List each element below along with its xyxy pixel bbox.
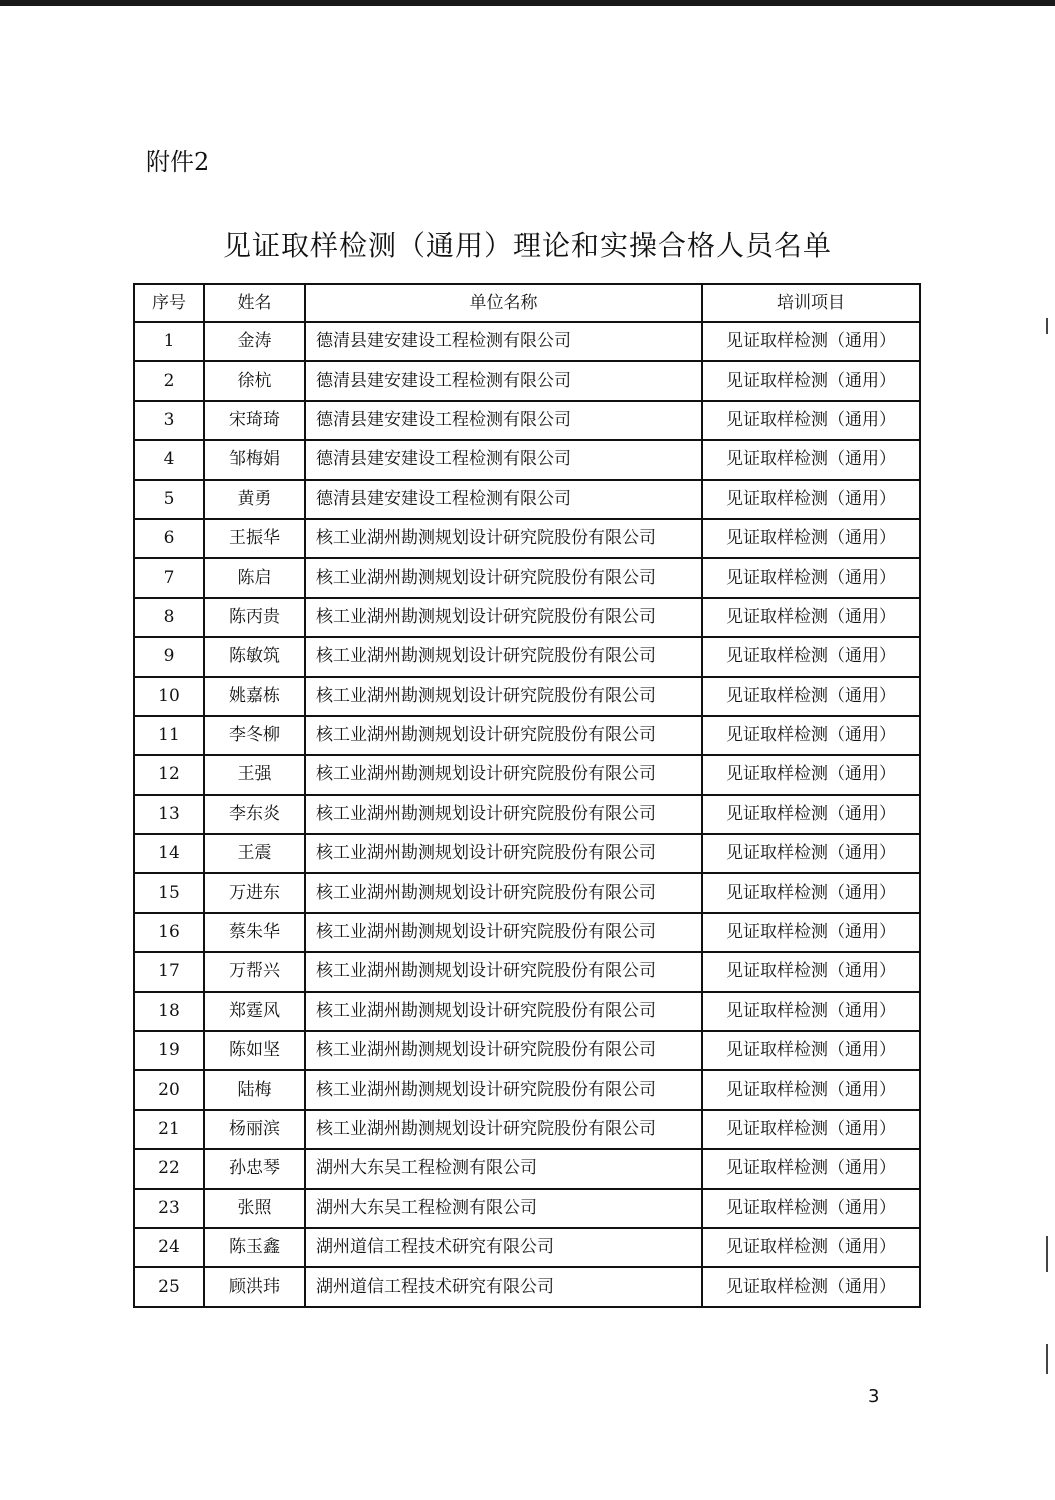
cell-name: 陈丙贵 <box>204 598 305 637</box>
cell-project: 见证取样检测（通用） <box>702 401 920 440</box>
table-row <box>134 795 920 834</box>
table-row <box>134 1189 920 1228</box>
cell-serial: 18 <box>134 992 204 1031</box>
header-project: 培训项目 <box>702 284 920 322</box>
cell-serial: 6 <box>134 519 204 558</box>
scan-edge-mark <box>1046 1344 1048 1374</box>
cell-unit: 湖州道信工程技术研究有限公司 <box>305 1267 702 1306</box>
cell-name: 顾洪玮 <box>204 1267 305 1306</box>
cell-name: 陈玉鑫 <box>204 1228 305 1267</box>
cell-unit: 德清县建安建设工程检测有限公司 <box>305 401 702 440</box>
table-row <box>134 1267 920 1306</box>
cell-project: 见证取样检测（通用） <box>702 1070 920 1109</box>
cell-project: 见证取样检测（通用） <box>702 1228 920 1267</box>
cell-project: 见证取样检测（通用） <box>702 1267 920 1306</box>
cell-name: 姚嘉栋 <box>204 677 305 716</box>
cell-name: 李东炎 <box>204 795 305 834</box>
cell-name: 黄勇 <box>204 480 305 519</box>
cell-project: 见证取样检测（通用） <box>702 361 920 400</box>
cell-serial: 12 <box>134 755 204 794</box>
cell-unit: 核工业湖州勘测规划设计研究院股份有限公司 <box>305 1110 702 1149</box>
cell-project: 见证取样检测（通用） <box>702 873 920 912</box>
table-row <box>134 1149 920 1188</box>
cell-project: 见证取样检测（通用） <box>702 834 920 873</box>
cell-name: 陈敏筑 <box>204 637 305 676</box>
table-row <box>134 952 920 991</box>
table-row <box>134 677 920 716</box>
cell-unit: 核工业湖州勘测规划设计研究院股份有限公司 <box>305 598 702 637</box>
cell-project: 见证取样检测（通用） <box>702 795 920 834</box>
cell-unit: 湖州大东吴工程检测有限公司 <box>305 1189 702 1228</box>
table-row <box>134 558 920 597</box>
cell-unit: 核工业湖州勘测规划设计研究院股份有限公司 <box>305 1031 702 1070</box>
cell-unit: 核工业湖州勘测规划设计研究院股份有限公司 <box>305 755 702 794</box>
cell-project: 见证取样检测（通用） <box>702 913 920 952</box>
cell-name: 邹梅娟 <box>204 440 305 479</box>
table-row <box>134 834 920 873</box>
cell-name: 万帮兴 <box>204 952 305 991</box>
cell-unit: 核工业湖州勘测规划设计研究院股份有限公司 <box>305 873 702 912</box>
cell-serial: 11 <box>134 716 204 755</box>
scan-top-edge <box>0 0 1055 6</box>
cell-unit: 德清县建安建设工程检测有限公司 <box>305 440 702 479</box>
cell-name: 王强 <box>204 755 305 794</box>
cell-project: 见证取样检测（通用） <box>702 1110 920 1149</box>
cell-serial: 2 <box>134 361 204 400</box>
table-row <box>134 519 920 558</box>
cell-unit: 湖州大东吴工程检测有限公司 <box>305 1149 702 1188</box>
cell-serial: 21 <box>134 1110 204 1149</box>
cell-unit: 核工业湖州勘测规划设计研究院股份有限公司 <box>305 795 702 834</box>
cell-serial: 24 <box>134 1228 204 1267</box>
cell-unit: 核工业湖州勘测规划设计研究院股份有限公司 <box>305 913 702 952</box>
cell-name: 李冬柳 <box>204 716 305 755</box>
cell-unit: 核工业湖州勘测规划设计研究院股份有限公司 <box>305 992 702 1031</box>
table-row <box>134 322 920 361</box>
cell-serial: 4 <box>134 440 204 479</box>
cell-serial: 9 <box>134 637 204 676</box>
document-title: 见证取样检测（通用）理论和实操合格人员名单 <box>222 229 832 262</box>
cell-serial: 22 <box>134 1149 204 1188</box>
table-row <box>134 1070 920 1109</box>
cell-serial: 19 <box>134 1031 204 1070</box>
cell-project: 见证取样检测（通用） <box>702 677 920 716</box>
cell-project: 见证取样检测（通用） <box>702 1149 920 1188</box>
table-row <box>134 440 920 479</box>
table-row <box>134 755 920 794</box>
cell-serial: 13 <box>134 795 204 834</box>
cell-project: 见证取样检测（通用） <box>702 322 920 361</box>
cell-serial: 1 <box>134 322 204 361</box>
cell-project: 见证取样检测（通用） <box>702 440 920 479</box>
table-row <box>134 480 920 519</box>
cell-unit: 德清县建安建设工程检测有限公司 <box>305 480 702 519</box>
cell-unit: 德清县建安建设工程检测有限公司 <box>305 361 702 400</box>
cell-name: 王振华 <box>204 519 305 558</box>
table-row <box>134 873 920 912</box>
table-body <box>134 322 920 1307</box>
cell-serial: 17 <box>134 952 204 991</box>
table-row <box>134 716 920 755</box>
table-row <box>134 361 920 400</box>
cell-unit: 核工业湖州勘测规划设计研究院股份有限公司 <box>305 952 702 991</box>
cell-unit: 核工业湖州勘测规划设计研究院股份有限公司 <box>305 1070 702 1109</box>
cell-serial: 3 <box>134 401 204 440</box>
table-row <box>134 1228 920 1267</box>
cell-project: 见证取样检测（通用） <box>702 1189 920 1228</box>
cell-serial: 16 <box>134 913 204 952</box>
cell-project: 见证取样检测（通用） <box>702 952 920 991</box>
header-serial: 序号 <box>134 284 204 322</box>
table-row <box>134 637 920 676</box>
cell-name: 郑霆风 <box>204 992 305 1031</box>
cell-unit: 核工业湖州勘测规划设计研究院股份有限公司 <box>305 558 702 597</box>
cell-project: 见证取样检测（通用） <box>702 598 920 637</box>
table-row <box>134 1031 920 1070</box>
cell-unit: 湖州道信工程技术研究有限公司 <box>305 1228 702 1267</box>
cell-name: 陈启 <box>204 558 305 597</box>
cell-project: 见证取样检测（通用） <box>702 519 920 558</box>
scan-edge-mark <box>1046 1236 1048 1272</box>
attachment-label: 附件2 <box>146 148 210 176</box>
cell-serial: 23 <box>134 1189 204 1228</box>
table-row <box>134 1110 920 1149</box>
cell-unit: 核工业湖州勘测规划设计研究院股份有限公司 <box>305 677 702 716</box>
cell-unit: 核工业湖州勘测规划设计研究院股份有限公司 <box>305 637 702 676</box>
cell-unit: 核工业湖州勘测规划设计研究院股份有限公司 <box>305 519 702 558</box>
cell-project: 见证取样检测（通用） <box>702 637 920 676</box>
cell-name: 张照 <box>204 1189 305 1228</box>
cell-serial: 8 <box>134 598 204 637</box>
cell-name: 宋琦琦 <box>204 401 305 440</box>
table-row <box>134 913 920 952</box>
cell-name: 陈如坚 <box>204 1031 305 1070</box>
personnel-table <box>133 283 921 1308</box>
cell-project: 见证取样检测（通用） <box>702 992 920 1031</box>
cell-serial: 14 <box>134 834 204 873</box>
scan-edge-mark <box>1046 318 1048 334</box>
cell-serial: 10 <box>134 677 204 716</box>
cell-project: 见证取样检测（通用） <box>702 716 920 755</box>
table-row <box>134 992 920 1031</box>
header-unit: 单位名称 <box>305 284 702 322</box>
cell-name: 陆梅 <box>204 1070 305 1109</box>
cell-serial: 20 <box>134 1070 204 1109</box>
cell-serial: 5 <box>134 480 204 519</box>
cell-name: 王震 <box>204 834 305 873</box>
cell-serial: 7 <box>134 558 204 597</box>
table-header-row <box>134 284 920 322</box>
cell-serial: 15 <box>134 873 204 912</box>
header-name: 姓名 <box>204 284 305 322</box>
cell-project: 见证取样检测（通用） <box>702 755 920 794</box>
cell-serial: 25 <box>134 1267 204 1306</box>
cell-name: 万进东 <box>204 873 305 912</box>
cell-unit: 德清县建安建设工程检测有限公司 <box>305 322 702 361</box>
cell-name: 孙忠琴 <box>204 1149 305 1188</box>
cell-name: 金涛 <box>204 322 305 361</box>
table-row <box>134 598 920 637</box>
cell-unit: 核工业湖州勘测规划设计研究院股份有限公司 <box>305 716 702 755</box>
cell-project: 见证取样检测（通用） <box>702 480 920 519</box>
cell-name: 蔡朱华 <box>204 913 305 952</box>
page-number: 3 <box>868 1386 880 1407</box>
cell-name: 徐杭 <box>204 361 305 400</box>
cell-project: 见证取样检测（通用） <box>702 1031 920 1070</box>
table-row <box>134 401 920 440</box>
cell-name: 杨丽滨 <box>204 1110 305 1149</box>
cell-unit: 核工业湖州勘测规划设计研究院股份有限公司 <box>305 834 702 873</box>
cell-project: 见证取样检测（通用） <box>702 558 920 597</box>
